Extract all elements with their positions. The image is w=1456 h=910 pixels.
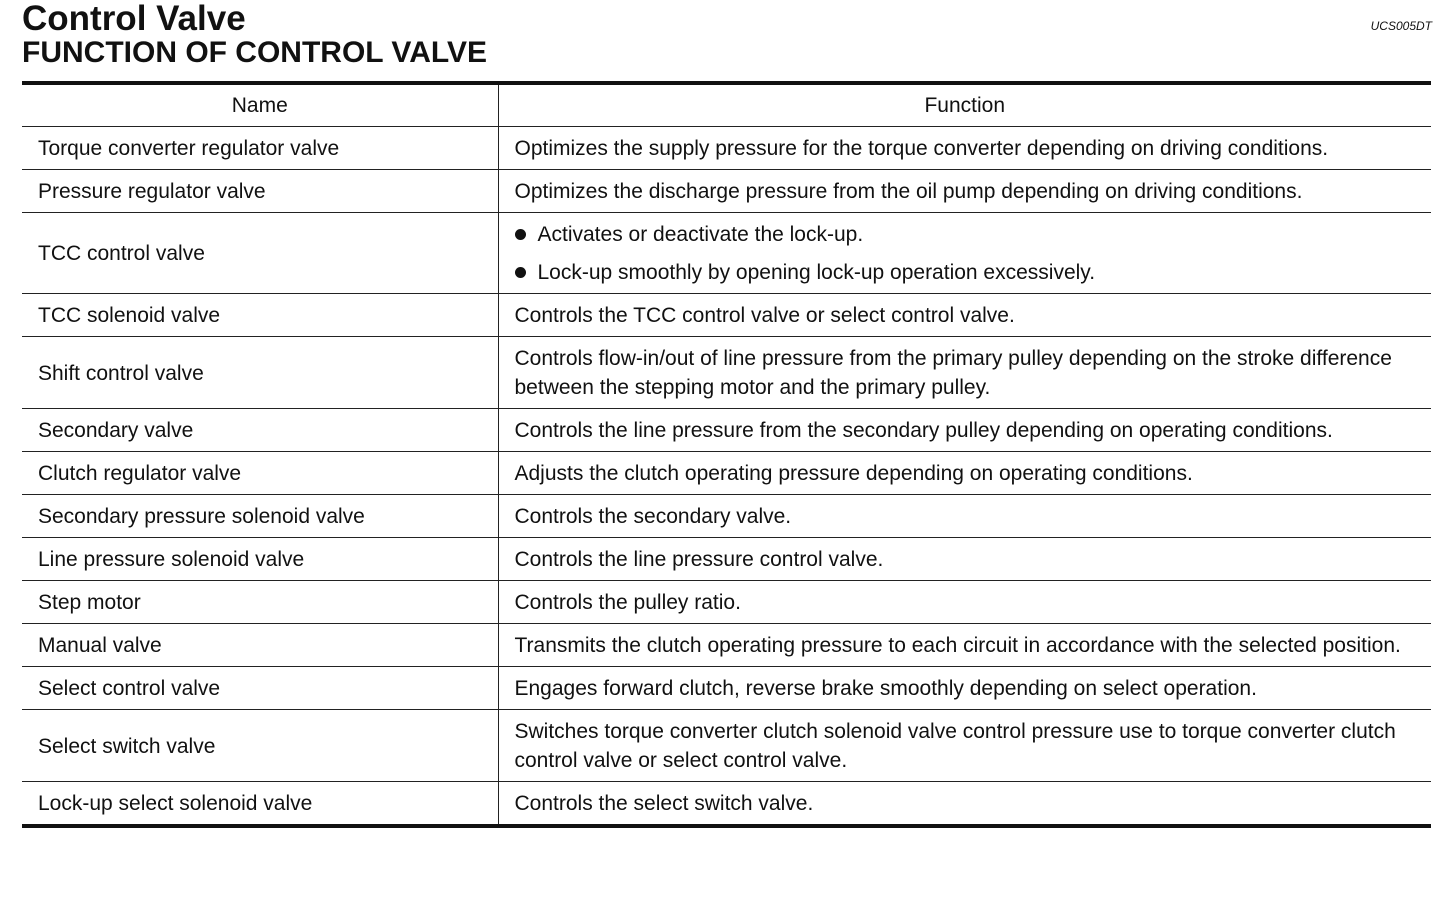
valve-name: Clutch regulator valve xyxy=(22,452,498,495)
valve-name: Pressure regulator valve xyxy=(22,170,498,213)
valve-function: Transmits the clutch operating pressure to each circuit in accordance with the selected position. xyxy=(498,624,1431,667)
table-row xyxy=(22,538,1431,581)
valve-name: Shift control valve xyxy=(22,337,498,409)
table-row xyxy=(22,337,1431,409)
valve-name: TCC solenoid valve xyxy=(22,294,498,337)
valve-name: Torque converter regulator valve xyxy=(22,127,498,170)
valve-function: Controls the select switch valve. xyxy=(498,782,1431,827)
table-row xyxy=(22,294,1431,337)
valve-name: Step motor xyxy=(22,581,498,624)
table-row xyxy=(22,409,1431,452)
document-code: UCS005DT xyxy=(1370,19,1432,33)
page-title: Control Valve xyxy=(22,0,246,38)
section-subtitle: FUNCTION OF CONTROL VALVE xyxy=(22,36,487,69)
valve-function: Controls the secondary valve. xyxy=(498,495,1431,538)
valve-function: Controls the pulley ratio. xyxy=(498,581,1431,624)
valve-function: Optimizes the discharge pressure from the oil pump depending on driving conditions. xyxy=(498,170,1431,213)
column-header-function: Function xyxy=(498,83,1431,127)
bullet-item xyxy=(515,220,1432,249)
control-valve-function-table xyxy=(22,81,1431,828)
valve-function-bullets xyxy=(498,213,1431,294)
table-row xyxy=(22,581,1431,624)
valve-name: Lock-up select solenoid valve xyxy=(38,792,313,815)
bullet-text: Activates or deactivate the lock-up. xyxy=(537,223,864,246)
table-row xyxy=(22,127,1431,170)
valve-function: Controls the TCC control valve or select control valve. xyxy=(498,294,1431,337)
valve-function: Optimizes the supply pressure for the torque converter depending on driving conditions. xyxy=(498,127,1431,170)
bullet-dot-icon xyxy=(515,229,526,240)
table-row xyxy=(22,213,1431,294)
valve-function: Controls the line pressure from the secondary pulley depending on operating conditions. xyxy=(498,409,1431,452)
valve-function: Engages forward clutch, reverse brake smoothly depending on select operation. xyxy=(498,667,1431,710)
valve-name: Select control valve xyxy=(22,667,498,710)
valve-name: Select switch valve xyxy=(22,710,498,782)
bullet-dot-icon xyxy=(515,267,526,278)
valve-name: Secondary valve xyxy=(22,409,498,452)
table-row xyxy=(22,782,1431,827)
valve-name: Line pressure solenoid valve xyxy=(22,538,498,581)
column-header-name: Name xyxy=(22,83,498,127)
valve-name: Manual valve xyxy=(22,624,498,667)
bullet-text: Lock-up smoothly by opening lock-up operation excessively. xyxy=(537,261,1096,284)
valve-function: Controls flow-in/out of line pressure from the primary pulley depending on the stroke difference between the stepping motor and the primary pulley. xyxy=(498,337,1431,409)
table-row xyxy=(22,495,1431,538)
table-header-row xyxy=(22,83,1431,127)
valve-function: Controls the line pressure control valve. xyxy=(498,538,1431,581)
valve-name: Secondary pressure solenoid valve xyxy=(22,495,498,538)
valve-function: Switches torque converter clutch solenoid valve control pressure use to torque converter clutch control valve or select control valve. xyxy=(498,710,1431,782)
table-row xyxy=(22,624,1431,667)
table-row xyxy=(22,667,1431,710)
bullet-item xyxy=(515,258,1432,287)
table-row xyxy=(22,710,1431,782)
valve-function: Adjusts the clutch operating pressure depending on operating conditions. xyxy=(498,452,1431,495)
table-row xyxy=(22,452,1431,495)
table-row xyxy=(22,170,1431,213)
valve-name: TCC control valve xyxy=(22,213,498,294)
